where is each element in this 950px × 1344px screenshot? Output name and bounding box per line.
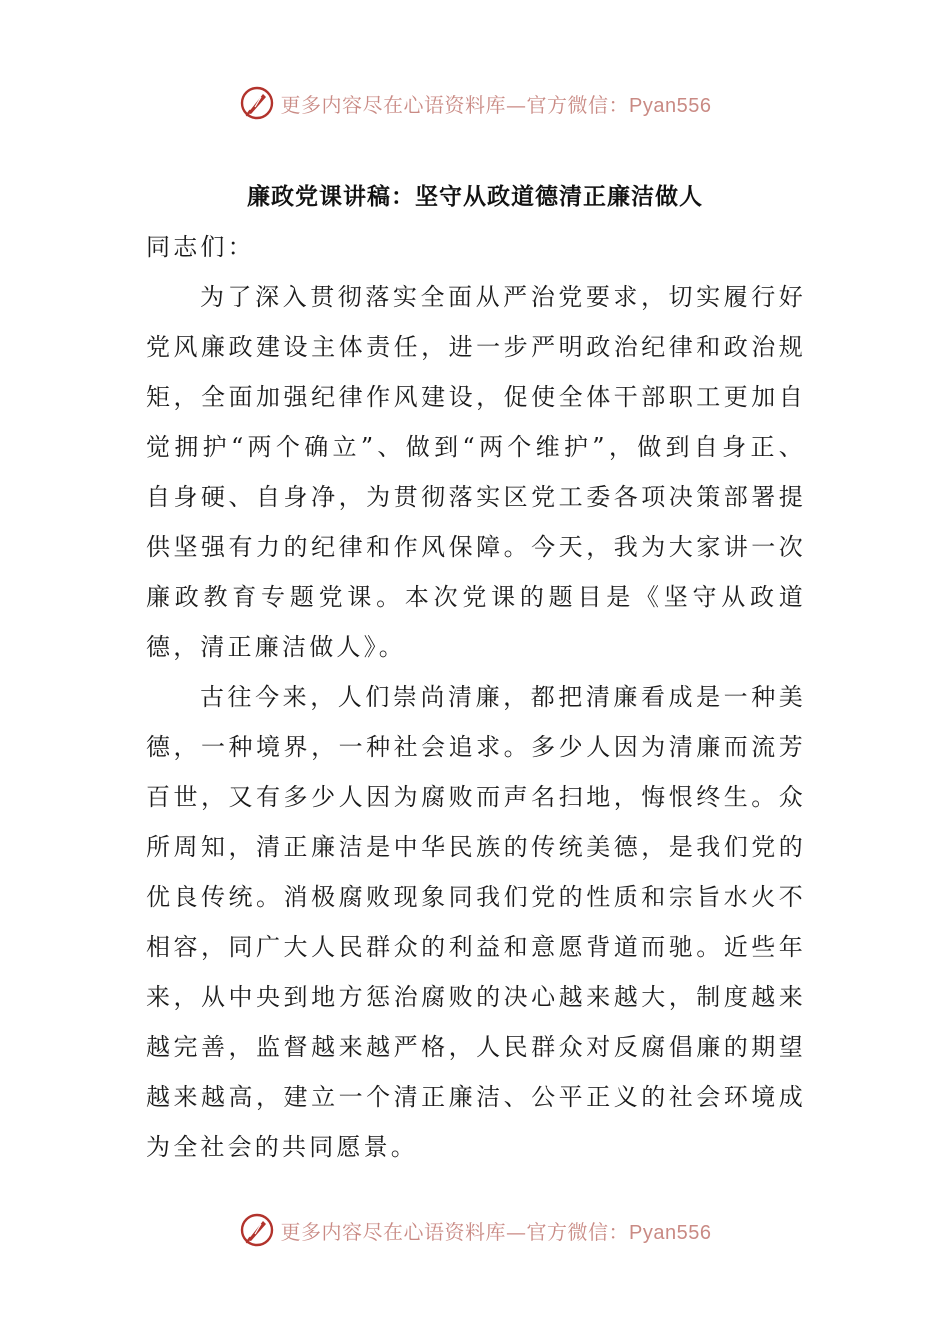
page-title: 廉政党课讲稿：坚守从政道德清正廉洁做人 [247, 183, 703, 210]
header-banner-text: 更多内容尽在心语资料库—官方微信：Pyan556 [280, 92, 712, 117]
header-banner-brand: Pyan556 [629, 94, 712, 117]
salutation: 同志们： [146, 233, 255, 261]
document-body [146, 222, 806, 1172]
footer-banner [0, 1210, 950, 1250]
footer-banner-brand: Pyan556 [629, 1221, 712, 1244]
quill-pen-logo-icon [239, 1212, 275, 1248]
paragraph: 为了深入贯彻落实全面从严治党要求，切实履行好党风廉政建设主体责任，进一步严明政治纪律和政治规矩，全面加强纪律作风建设，促使全体干部职工更加自觉拥护“两个确立”、做到“两个维护”，做到自身正、自身硬、自身净，为贯彻落实区党工委各项决策部署提供坚强有力的纪律和作风保障。今天，我为大家讲一次廉政教育专题党课。本次党课的题目是《坚守从政道德，清正廉洁做人》。 [146, 283, 806, 661]
footer-banner-text: 更多内容尽在心语资料库—官方微信：Pyan556 [280, 1219, 712, 1244]
header-banner [0, 83, 950, 123]
paragraph: 古往今来，人们崇尚清廉，都把清廉看成是一种美德，一种境界，一种社会追求。多少人因为清廉而流芳百世，又有多少人因为腐败而声名扫地，悔恨终生。众所周知，清正廉洁是中华民族的传统美德，是我们党的优良传统。消极腐败现象同我们党的性质和宗旨水火不相容，同广大人民群众的利益和意愿背道而驰。近些年来，从中央到地方惩治腐败的决心越来越大，制度越来越完善，监督越来越严格，人民群众对反腐倡廉的期望越来越高，建立一个清正廉洁、公平正义的社会环境成为全社会的共同愿景。 [146, 683, 806, 1161]
quill-pen-logo-icon [239, 85, 275, 121]
